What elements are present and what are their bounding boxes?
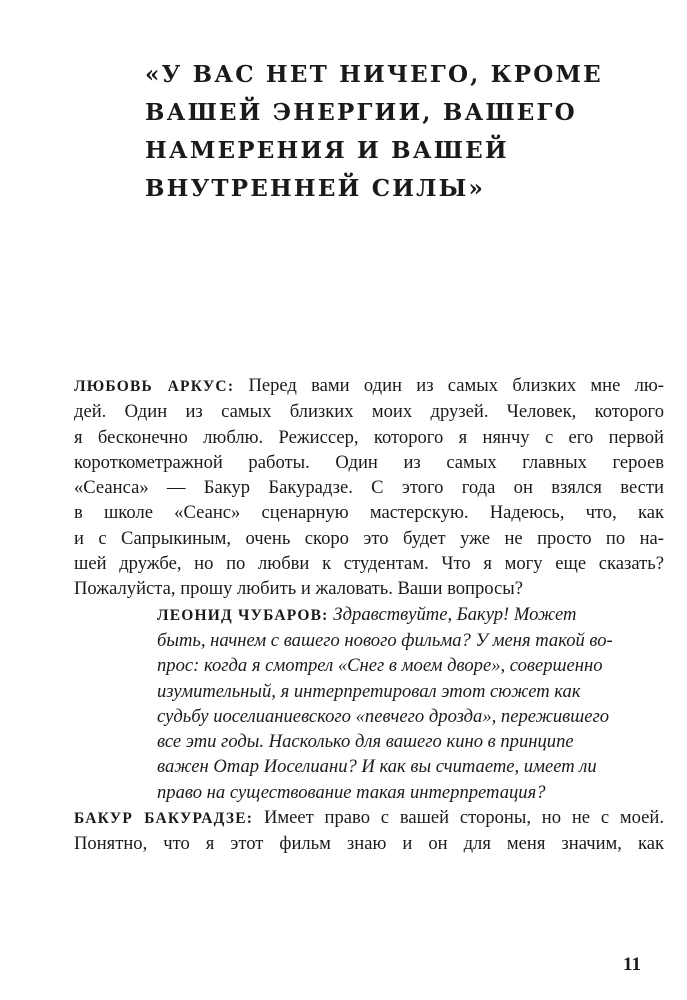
question-line: важен Отар Иоселиани? И как вы считаете, имеет ли [157,756,597,778]
text-line: в школе «Сеанс» сценарную мастерскую. Надеюсь, что, как [74,502,664,524]
text-line: и с Сапрыкиным, очень скоро это будет уже не просто по на- [74,527,664,549]
chapter-title [145,56,625,208]
text-line: Пожалуйста, прошу любить и жаловать. Ваши вопросы? [74,578,524,600]
question-line: изумительный, я интерпретировал этот сюжет как [157,680,581,702]
dialogue-text [74,373,664,857]
title-line: НАМЕРЕНИЯ И ВАШЕЙ [145,137,509,164]
text-line: дей. Один из самых близких моих друзей. Человек, которого [74,401,664,423]
speaker-name: ЛЕОНИД ЧУБАРОВ: [157,606,329,624]
question-line: быть, начнем с вашего нового фильма? У меня такой во- [157,629,613,651]
title-line: «У ВАС НЕТ НИЧЕГО, КРОМЕ [145,61,603,88]
page-number: 11 [623,954,641,975]
speaker-name: ЛЮБОВЬ АРКУС: [74,378,235,395]
question-line: ЛЕОНИД ЧУБАРОВ: Здравствуйте, Бакур! Может [157,603,577,625]
question-line: все эти годы. Насколько для вашего кино в принципе [157,731,574,753]
text-line: короткометражной работы. Один из самых главных героев [74,451,664,473]
text-line: я бесконечно люблю. Режиссер, которого я нянчу с его первой [74,426,664,448]
text-line: «Сеанса» — Бакур Бакурадзе. С этого года он взялся вести [74,477,664,499]
title-line: ВАШЕЙ ЭНЕРГИИ, ВАШЕГО [145,99,577,126]
speaker-name: БАКУР БАКУРАДЗЕ: [74,810,254,828]
title-line: ВНУТРЕННЕЙ СИЛЫ» [145,175,486,202]
question-line: прос: когда я смотрел «Снег в моем дворе», совершенно [157,655,603,677]
text-line: БАКУР БАКУРАДЗЕ: Имеет право с вашей стороны, но не с моей. [74,807,664,829]
text-line: Понятно, что я этот фильм знаю и он для меня значим, как [74,833,664,855]
question-line: судьбу иоселианиевского «певчего дрозда», пережившего [157,705,610,727]
question-line: право на существование такая интерпретация? [157,781,546,803]
text-line: ЛЮБОВЬ АРКУС: Перед вами один из самых близких мне лю- [74,375,664,396]
text-line: шей дружбе, но по любви к студентам. Что я могу еще сказать? [74,553,664,575]
